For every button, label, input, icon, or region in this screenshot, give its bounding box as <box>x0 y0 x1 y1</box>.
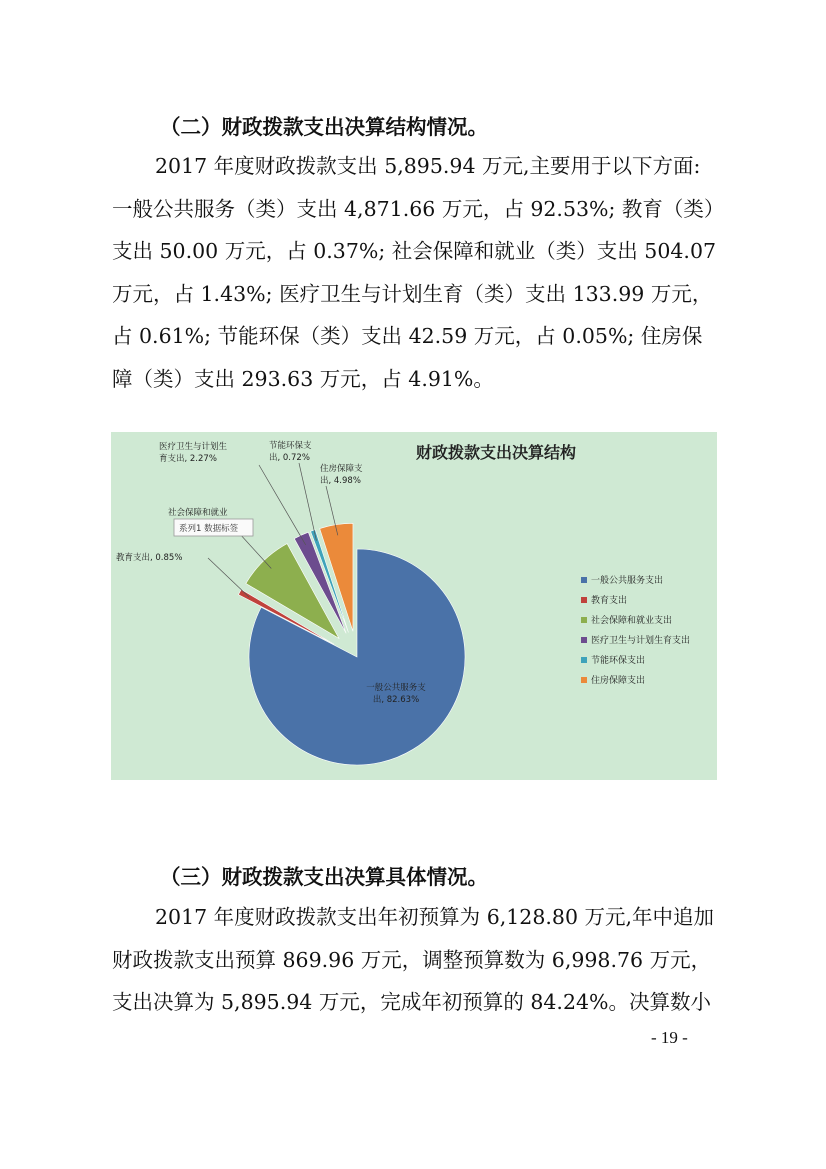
legend-swatch <box>581 637 587 643</box>
tooltip-text: 系列1 数据标签 <box>179 524 239 534</box>
data-label-energy: 节能环保支出, 0.72% <box>269 441 312 463</box>
legend-swatch <box>581 677 587 683</box>
legend-swatch <box>581 577 587 583</box>
pie-slices <box>238 523 465 765</box>
data-label-health: 医疗卫生与计划生育支出, 2.27% <box>159 442 228 464</box>
legend-swatch <box>581 657 587 663</box>
legend-label: 节能环保支出 <box>591 656 646 666</box>
legend-label: 社会保障和就业支出 <box>591 616 673 626</box>
data-label-social-security: 社会保障和就业 <box>168 508 228 518</box>
leader-line <box>299 463 316 541</box>
leader-line <box>259 465 306 545</box>
legend-swatch <box>581 597 587 603</box>
pie-chart <box>111 432 717 780</box>
data-label-housing: 住房保障支出, 4.98% <box>320 464 363 486</box>
chart-legend <box>581 574 690 686</box>
legend-label: 一般公共服务支出 <box>591 576 664 586</box>
section3-paragraph: 2017 年度财政拨款支出年初预算为 6,128.80 万元,年中追加财政拨款支出预算 869.96 万元，调整预算数为 6,998.76 万元，支出决算为 5,895.94 万元，完成年初预算的 84.24%。决算数小 <box>112 905 715 1014</box>
section3-heading: （三）财政拨款支出决算具体情况。 <box>160 865 488 889</box>
legend-label: 医疗卫生与计划生育支出 <box>591 636 691 646</box>
leader-line <box>208 558 249 597</box>
legend-label: 住房保障支出 <box>591 676 646 686</box>
chart-title: 财政拨款支出决算结构 <box>415 443 577 462</box>
legend-swatch <box>581 617 587 623</box>
section2-heading: （二）财政拨款支出决算结构情况。 <box>160 115 488 139</box>
data-label-general-public-service: 一般公共服务支出, 82.63% <box>366 683 426 705</box>
page-number: - 19 - <box>651 1028 688 1047</box>
pie-chart-svg <box>111 432 717 780</box>
data-label-education: 教育支出, 0.85% <box>116 553 183 563</box>
legend-label: 教育支出 <box>591 596 628 606</box>
section2-paragraph: 2017 年度财政拨款支出 5,895.94 万元,主要用于以下方面:一般公共服务（类）支出 4,871.66 万元，占 92.53%; 教育（类）支出 50.00 万元，占 0.37%; 社会保障和就业（类）支出 504.07 万元，占 1.43%; 医疗卫生与计划生育（类）支出 133.99 万元，占 0.61%; 节能环保（类）支出 42.59 万元，占 0.05%; 住房保障（类）支出 293.63 万元，占 4.91%。 <box>112 154 717 391</box>
data-label-tooltip <box>174 519 253 536</box>
